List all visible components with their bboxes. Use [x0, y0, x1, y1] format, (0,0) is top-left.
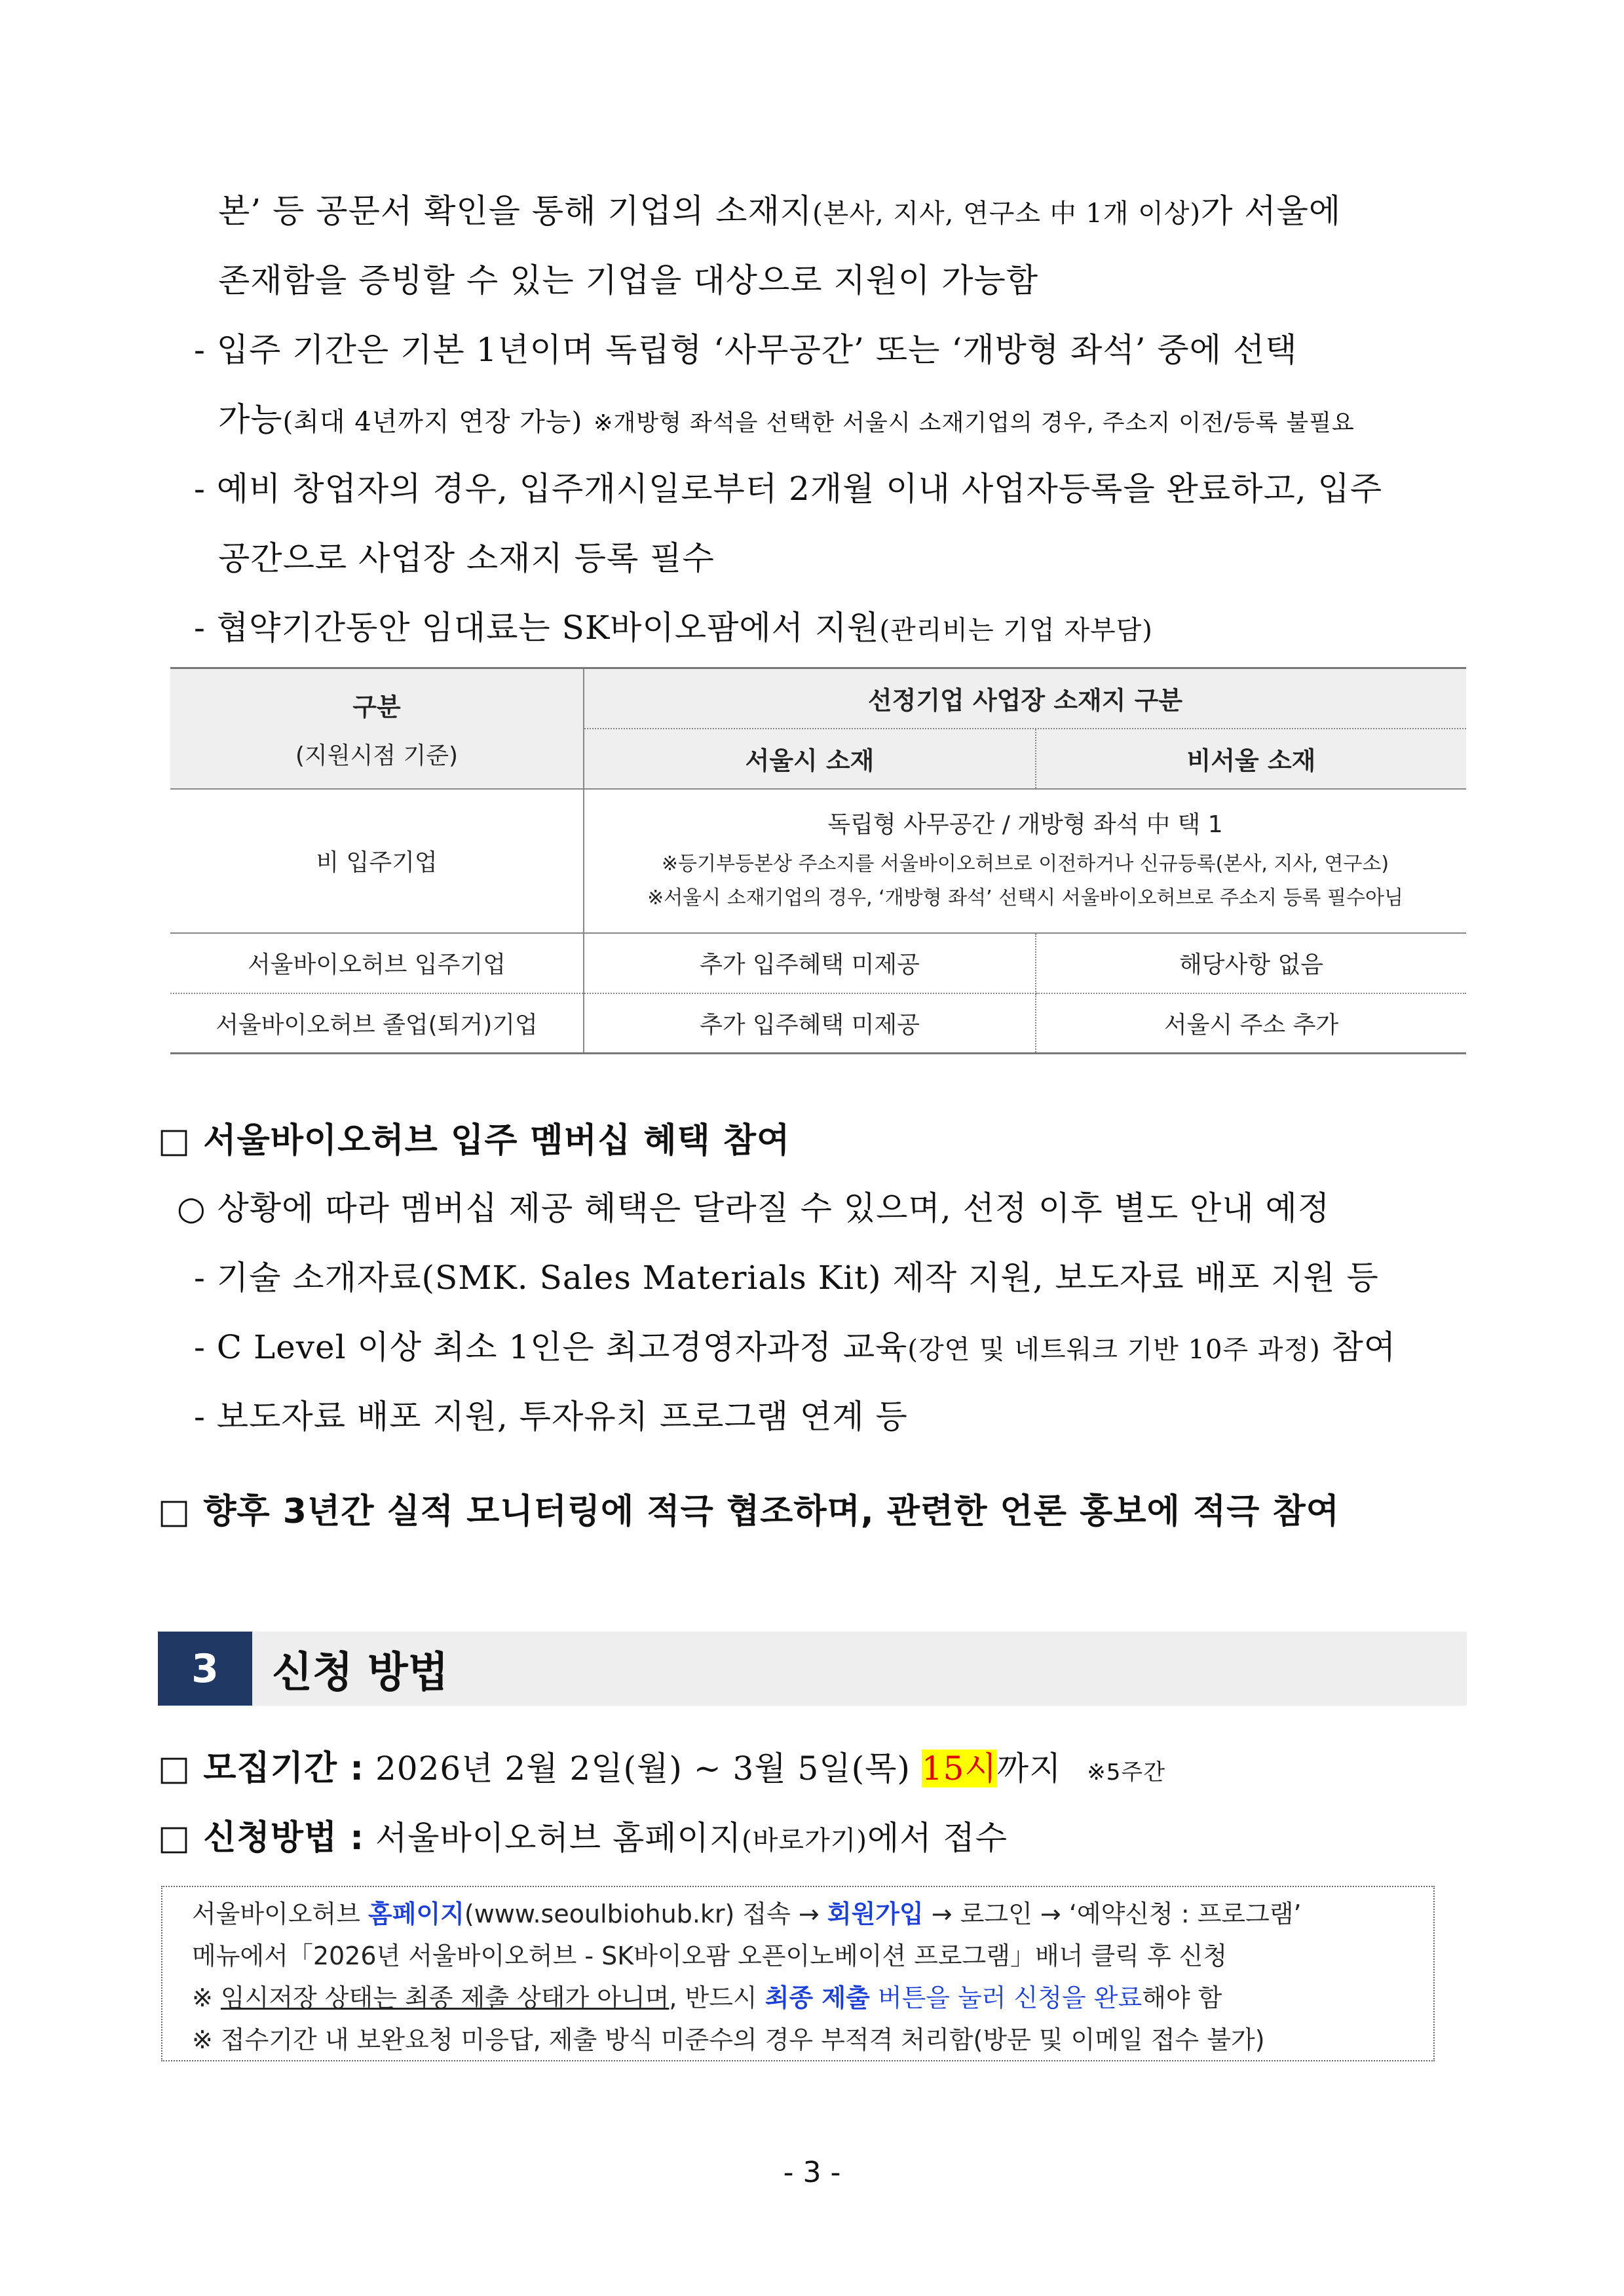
box-line-1-a: 서울바이오허브: [192, 1900, 369, 1928]
table-cell-seoul: 추가 입주혜택 미제공: [584, 993, 1036, 1054]
box-line-1: [192, 1894, 1302, 1930]
table-row-label: 비 입주기업: [170, 789, 584, 933]
table-row: [170, 789, 1466, 933]
intro-line-1-small: (본사, 지사, 연구소 中 1개 이상): [812, 199, 1201, 229]
box-line-1-b: (www.seoulbiohub.kr) 접속 →: [464, 1900, 827, 1928]
apply-method: [158, 1810, 1008, 1859]
table-row-label: 서울바이오허브 입주기업: [170, 933, 584, 993]
apply-method-value: 서울바이오허브 홈페이지: [364, 1819, 742, 1857]
box-line-2: 메뉴에서「2026년 서울바이오허브 - SK바이오팜 오픈이노베이션 프로그램」배너 클릭 후 신청: [192, 1942, 1228, 1970]
box-line-3-a: ※: [192, 1983, 221, 2012]
monitoring-heading: □ 향후 3년간 실적 모니터링에 적극 협조하며, 관련한 언론 홍보에 적극 참여: [158, 1492, 1340, 1531]
intro-line-2: 존재함을 증빙할 수 있는 기업을 대상으로 지원이 가능함: [218, 261, 1039, 299]
apply-method-end: 에서 접수: [867, 1819, 1008, 1857]
box-line-4: ※ 접수기간 내 보완요청 미응답, 제출 방식 미준수의 경우 부적격 처리함(방문 및 이메일 접수 불가): [192, 2025, 1265, 2054]
table-merged-note-1: ※등기부등본상 주소지를 서울바이오허브로 이전하거나 신규등록(본사, 지사, 연구소): [661, 852, 1389, 875]
bullet-1-line-1: - 입주 기간은 기본 1년이며 독립형 ‘사무공간’ 또는 ‘개방형 좌석’ 중에 선택: [194, 331, 1298, 369]
table-row-label: 서울바이오허브 졸업(퇴거)기업: [170, 993, 584, 1054]
bullet-3-text: - 협약기간동안 임대료는 SK바이오팜에서 지원: [194, 609, 880, 647]
bullet-1-line-2-text: 가능: [218, 400, 283, 438]
location-table: [170, 667, 1466, 1054]
bullet-2-line-2: 공간으로 사업장 소재지 등록 필수: [218, 539, 715, 577]
box-line-1-c: → 로그인 → ‘예약신청 : 프로그램’: [923, 1900, 1302, 1928]
box-line-3: [192, 1978, 1222, 2014]
bullet-1-line-2-note: ※개방형 좌석을 선택한 서울시 소재기업의 경우, 주소지 이전/등록 불필요: [594, 410, 1355, 436]
box-line-3-underlined: 임시저장 상태는 최종 제출 상태가 아니며: [220, 1983, 670, 2012]
table-cell-seoul: 추가 입주혜택 미제공: [584, 933, 1036, 993]
table-cell-non-seoul: 해당사항 없음: [1036, 933, 1466, 993]
box-line-3-d: 해야 함: [1142, 1983, 1222, 2012]
box-line-3-blue: 버튼을 눌러 신청을 완료: [869, 1983, 1142, 2012]
section-3-title: 신청 방법: [272, 1648, 449, 1697]
intro-line-1-end: 가 서울에: [1201, 192, 1342, 230]
membership-heading: □ 서울바이오허브 입주 멤버십 혜택 참여: [158, 1121, 791, 1160]
table-cell-non-seoul: 서울시 주소 추가: [1036, 993, 1466, 1054]
recruit-period-label: □ 모집기간 :: [158, 1749, 365, 1788]
membership-item-2-small: (강연 및 네트워크 기반 10주 과정): [907, 1335, 1321, 1365]
box-line-3-b: , 반드시: [669, 1983, 765, 2012]
table-header-category-label: 구분: [352, 692, 401, 721]
table-row: [170, 933, 1466, 993]
table-merged-note-2: ※서울시 소재기업의 경우, ‘개방형 좌석’ 선택시 서울바이오허브로 주소지 등록 필수아님: [647, 887, 1403, 909]
page-number: - 3 -: [783, 2156, 841, 2189]
membership-item-2: [194, 1321, 1396, 1368]
bullet-3: [194, 602, 1153, 649]
table-merged-main: 독립형 사무공간 / 개방형 좌석 中 택 1: [827, 811, 1223, 838]
table-header-non-seoul: 비서울 소재: [1036, 729, 1466, 789]
intro-line-1: [218, 185, 1341, 232]
bullet-1-line-2-small: (최대 4년까지 연장 가능): [282, 407, 583, 437]
membership-circle-item: ○ 상황에 따라 멤버십 제공 혜택은 달라질 수 있으며, 선정 이후 별도 안내 예정: [177, 1189, 1331, 1227]
table-header-seoul: 서울시 소재: [584, 729, 1036, 789]
recruit-period-end: 까지: [996, 1750, 1062, 1788]
membership-item-2-end: 참여: [1320, 1328, 1397, 1366]
membership-item-2-text: - C Level 이상 최소 1인은 최고경영자과정 교육: [194, 1328, 908, 1366]
membership-item-1: - 기술 소개자료(SMK. Sales Materials Kit) 제작 지원, 보도자료 배포 지원 등: [194, 1259, 1379, 1297]
bullet-3-small: (관리비는 기업 자부담): [879, 615, 1153, 645]
recruit-period: [158, 1740, 1165, 1789]
table-header-category-sub: (지원시점 기준): [295, 742, 459, 769]
homepage-link[interactable]: 홈페이지: [368, 1900, 464, 1928]
recruit-period-value: 2026년 2월 2일(월) ~ 3월 5일(목): [364, 1750, 922, 1788]
apply-instructions-box: [161, 1886, 1435, 2061]
intro-line-1-text: 본’ 등 공문서 확인을 통해 기업의 소재지: [218, 192, 813, 230]
final-submit-text: 최종 제출: [765, 1983, 870, 2012]
membership-item-3: - 보도자료 배포 지원, 투자유치 프로그램 연계 등: [194, 1398, 908, 1436]
table-merged-cell: [584, 789, 1466, 933]
apply-method-label: □ 신청방법 :: [158, 1818, 365, 1858]
recruit-deadline-highlight: 15시: [921, 1750, 997, 1788]
bullet-2-line-1: - 예비 창업자의 경우, 입주개시일로부터 2개월 이내 사업자등록을 완료하고, 입주: [194, 470, 1383, 508]
section-3-number: 3: [158, 1632, 252, 1706]
signup-link[interactable]: 회원가입: [827, 1900, 924, 1928]
table-row: [170, 993, 1466, 1054]
bullet-1-line-2: [218, 393, 1355, 440]
recruit-period-note: ※5주간: [1087, 1759, 1166, 1786]
apply-shortcut-link[interactable]: (바로가기): [742, 1826, 867, 1856]
table-header-category: [170, 668, 584, 789]
table-header-group: 선정기업 사업장 소재지 구분: [584, 668, 1466, 729]
